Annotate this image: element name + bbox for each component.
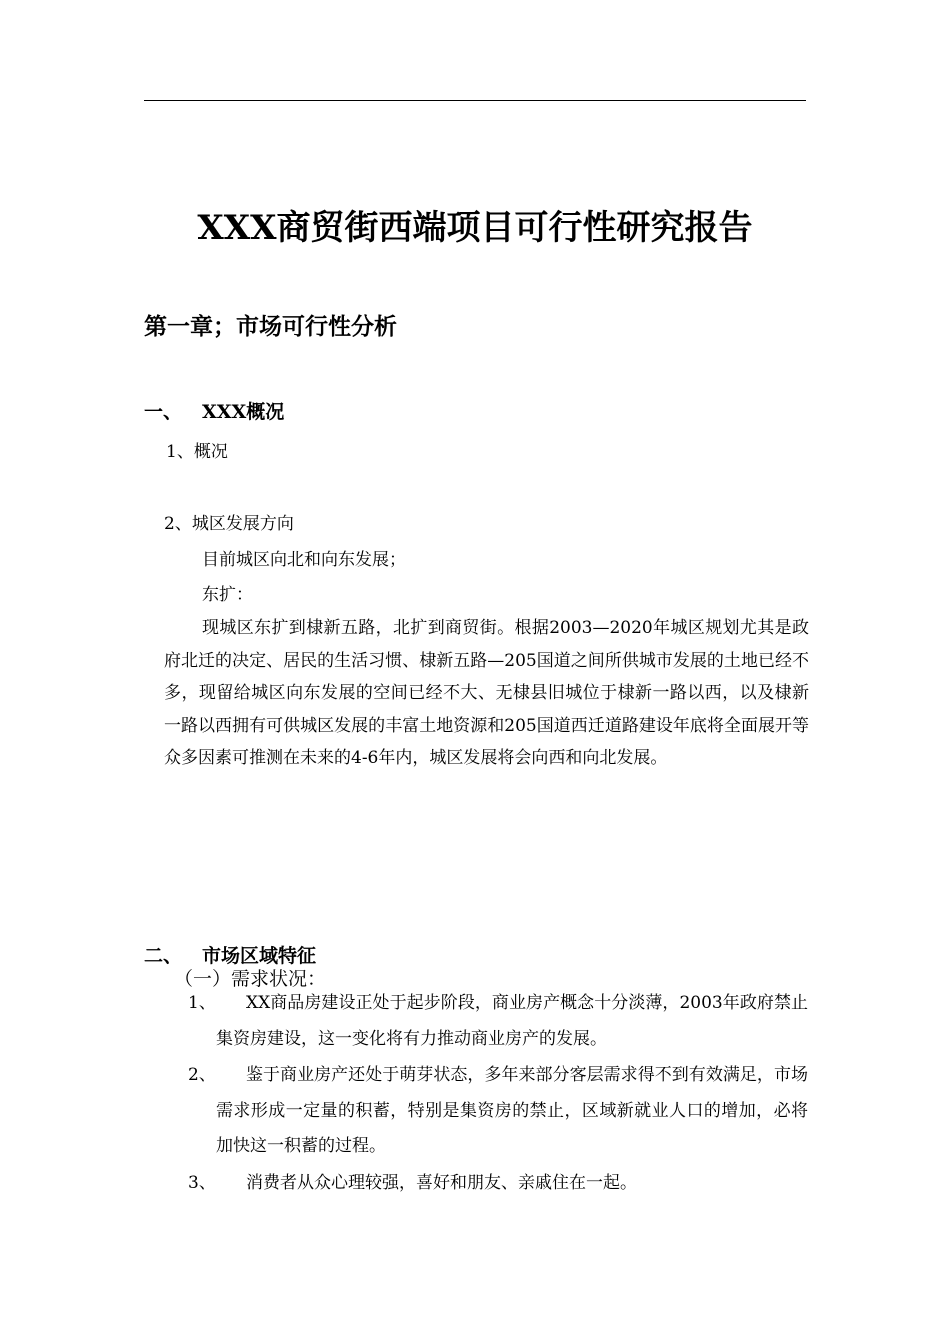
section-1-item-1: 1、概况 [166, 442, 228, 462]
body-line-2: 东扩： [202, 585, 253, 605]
section-1-heading [144, 397, 284, 424]
list-item [188, 1166, 808, 1202]
list-item [188, 986, 808, 1057]
section-2-subheading: （一）需求状况： [174, 968, 327, 990]
document-title: XXX商贸街西端项目可行性研究报告 [197, 208, 753, 248]
section-1-item-2: 2、城区发展方向 [164, 514, 294, 534]
list-item-marker: 2、 [188, 1065, 216, 1085]
list-item-marker: 1、 [188, 993, 216, 1013]
list-item-text: XX商品房建设正处于起步阶段，商业房产概念十分淡薄，2003年政府禁止集资房建设，这一变化将有力推动商业房产的发展。 [216, 993, 808, 1049]
section-2-title: 市场区域特征 [202, 945, 317, 967]
body-paragraph: 现城区东扩到棣新五路，北扩到商贸街。根据2003—2020年城区规划尤其是政府北迁的决定、居民的生活习惯、棣新五路—205国道之间所供城市发展的土地已经不多，现留给城区向东发展的空间已经不大、无棣县旧城位于棣新一路以西，以及棣新一路以西拥有可供城区发展的丰富土地资源和205国道西迁道路建设年底将全面展开等众多因素可推测在未来的4-6年内，城区发展将会向西和向北发展。 [164, 618, 809, 768]
list-item [188, 1058, 808, 1165]
section-1-title: XXX概况 [202, 401, 285, 423]
header-rule [144, 100, 806, 101]
body-line-1: 目前城区向北和向东发展； [202, 550, 406, 570]
list-item-marker: 3、 [188, 1173, 216, 1193]
chapter-heading: 第一章；市场可行性分析 [144, 313, 397, 340]
section-1-number: 一、 [144, 401, 183, 423]
section-2-number: 二、 [144, 945, 183, 967]
list-item-text: 鉴于商业房产还处于萌芽状态，多年来部分客层需求得不到有效满足，市场需求形成一定量的积蓄，特别是集资房的禁止，区域新就业人口的增加，必将加快这一积蓄的过程。 [216, 1065, 808, 1156]
list-item-text: 消费者从众心理较强，喜好和朋友、亲戚住在一起。 [246, 1173, 637, 1193]
